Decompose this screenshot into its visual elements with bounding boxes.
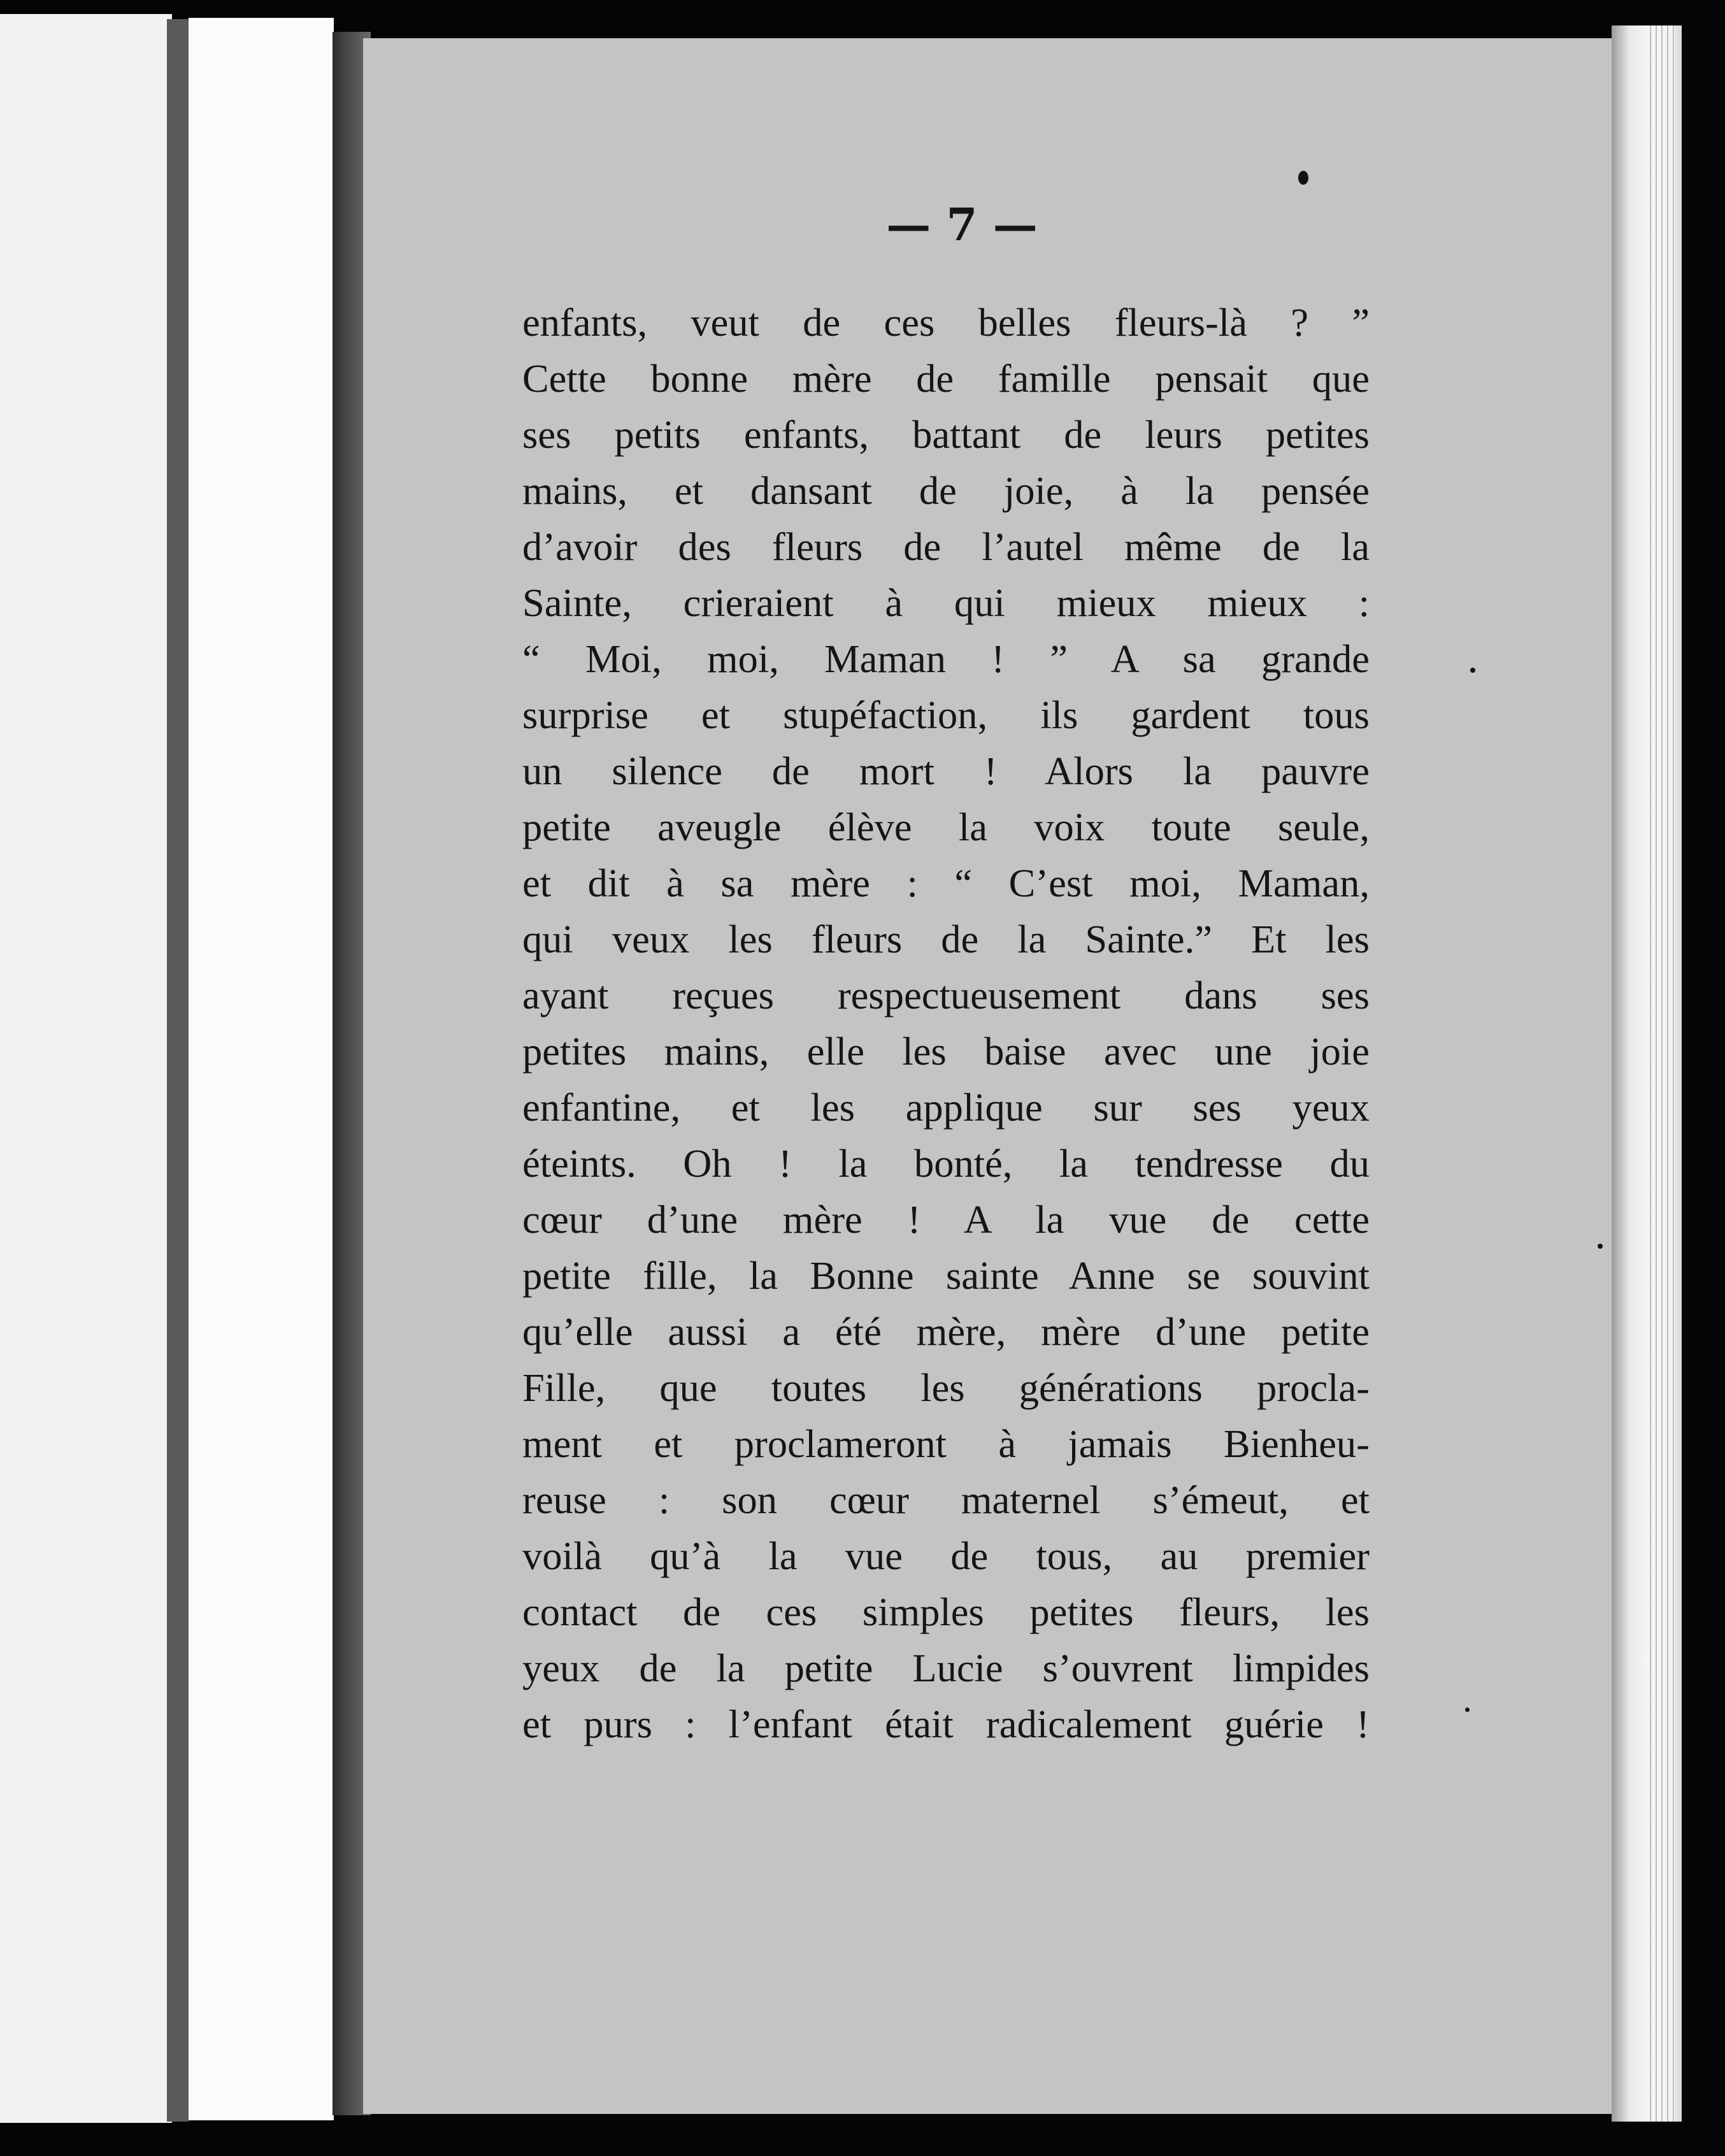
page-edge-lines	[1650, 25, 1675, 2122]
text-line: yeux de la petite Lucie s’ouvrent limpides	[522, 1646, 1370, 1690]
text-line: un silence de mort ! Alors la pauvre	[522, 749, 1370, 793]
scan-speck	[1465, 1707, 1470, 1712]
text-line: enfantine, et les applique sur ses yeux	[522, 1085, 1370, 1130]
text-line: ses petits enfants, battant de leurs petites	[522, 412, 1370, 457]
text-line: “ Moi, moi, Maman ! ” A sa grande	[522, 636, 1370, 681]
text-line: ment et proclameront à jamais Bienheu-	[522, 1421, 1370, 1466]
text-line: et purs : l’enfant était radicalement guérie !	[522, 1702, 1370, 1746]
text-line: petites mains, elle les baise avec une joie	[522, 1029, 1370, 1074]
text-line: petite fille, la Bonne sainte Anne se souvint	[522, 1253, 1370, 1298]
scan-speck	[1470, 668, 1475, 673]
text-line: Sainte, crieraient à qui mieux mieux :	[522, 580, 1370, 625]
text-line: enfants, veut de ces belles fleurs-là ? ”	[522, 300, 1370, 345]
text-line: petite aveugle élève la voix toute seule,	[522, 805, 1370, 849]
left-gutter	[167, 19, 189, 2122]
scan-speck	[1598, 1244, 1603, 1249]
left-page	[0, 14, 172, 2123]
text-line: qui veux les fleurs de la Sainte.” Et les	[522, 917, 1370, 961]
text-line: et dit à sa mère : “ C’est moi, Maman,	[522, 861, 1370, 905]
text-line: ayant reçues respectueusement dans ses	[522, 973, 1370, 1017]
text-line: d’avoir des fleurs de l’autel même de la	[522, 524, 1370, 569]
text-line: Fille, que toutes les générations procla-	[522, 1365, 1370, 1410]
text-line: contact de ces simples petites fleurs, les	[522, 1590, 1370, 1634]
page-number: — 7 —	[886, 198, 1038, 251]
text-line: éteints. Oh ! la bonté, la tendresse du	[522, 1141, 1370, 1186]
text-line: voilà qu’à la vue de tous, au premier	[522, 1534, 1370, 1578]
blank-page-strip	[189, 18, 334, 2120]
text-line: cœur d’une mère ! A la vue de cette	[522, 1197, 1370, 1242]
text-line: reuse : son cœur maternel s’émeut, et	[522, 1477, 1370, 1522]
text-line: mains, et dansant de joie, à la pensée	[522, 468, 1370, 513]
body-text	[522, 294, 1370, 1752]
text-line: Cette bonne mère de famille pensait que	[522, 356, 1370, 401]
text-line: surprise et stupéfaction, ils gardent tous	[522, 693, 1370, 737]
text-line: qu’elle aussi a été mère, mère d’une petite	[522, 1309, 1370, 1354]
scan-speck	[1298, 171, 1308, 185]
